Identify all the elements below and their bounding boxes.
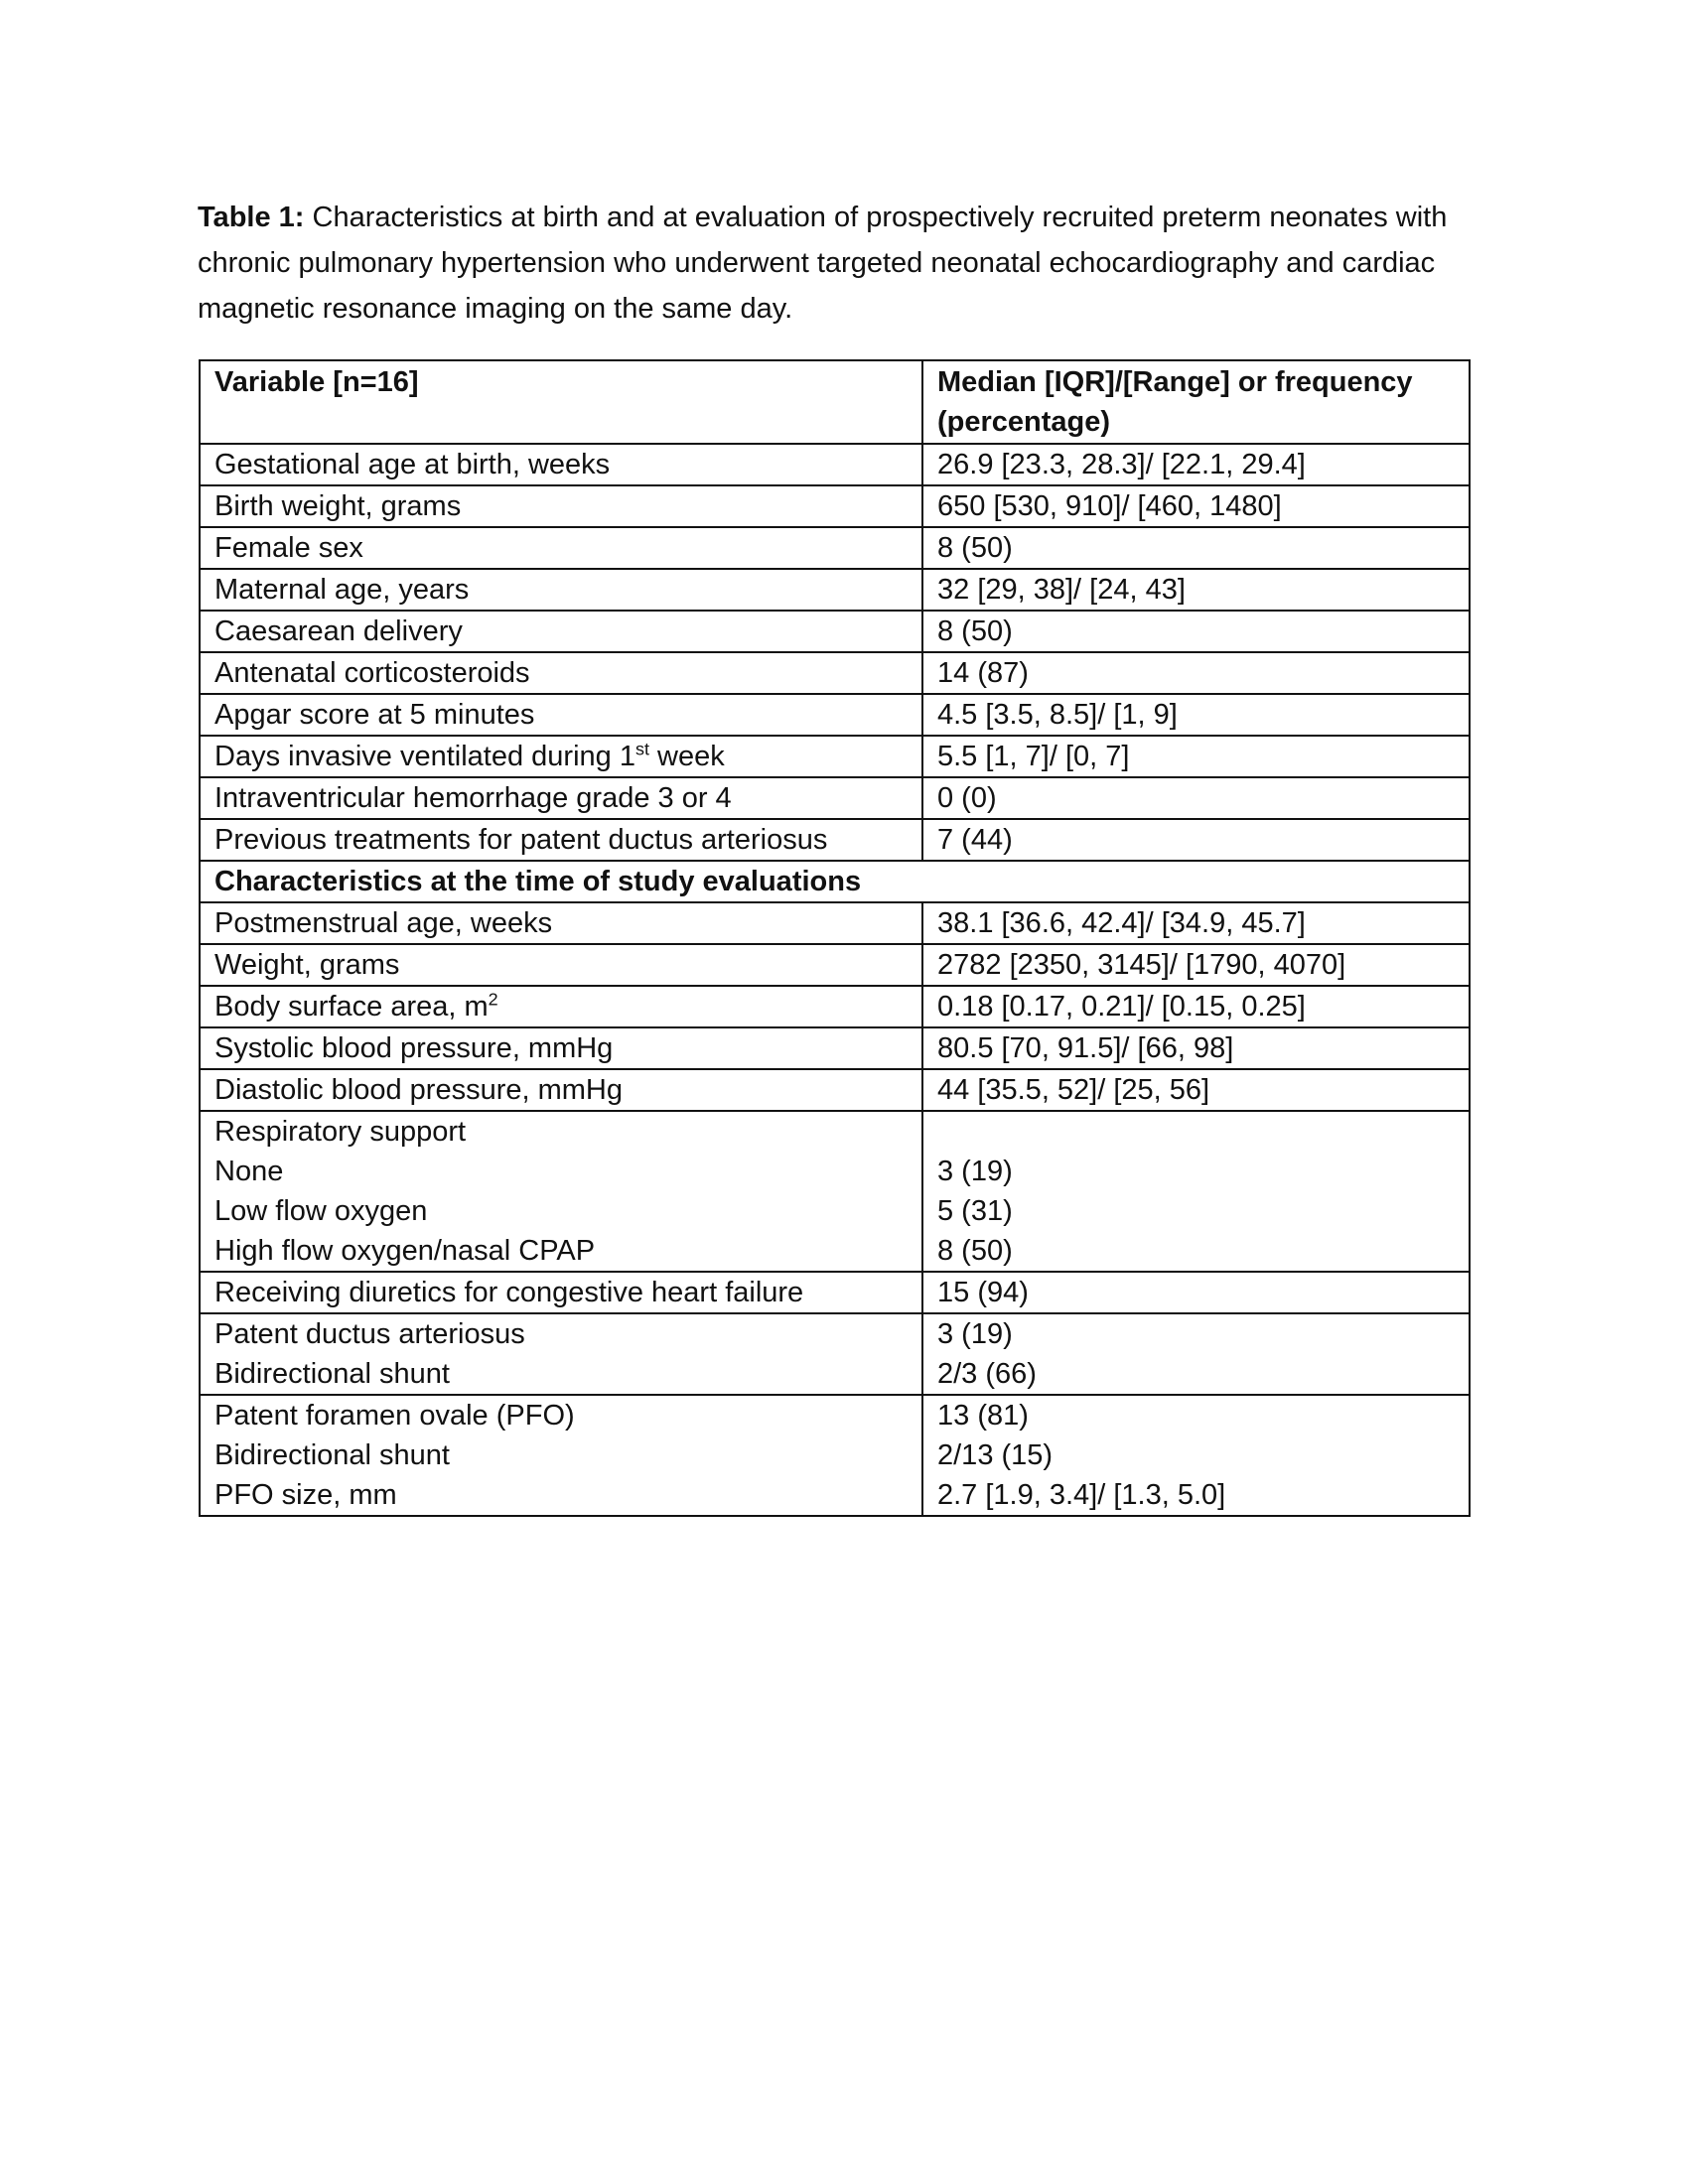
table-row — [200, 902, 1470, 944]
row-value-line: 2/13 (15) — [937, 1439, 1054, 1471]
section-row — [200, 861, 1470, 902]
superscript: 2 — [488, 989, 498, 1010]
row-value: 26.9 [23.3, 28.3]/ [22.1, 29.4] — [922, 444, 1470, 485]
row-label — [200, 1313, 922, 1395]
row-label — [200, 736, 922, 777]
row-value: 7 (44) — [922, 819, 1470, 861]
row-label-line: Bidirectional shunt — [214, 1439, 450, 1471]
row-value-line: 3 (19) — [937, 1318, 1013, 1350]
row-value-line: 2/3 (66) — [937, 1358, 1037, 1390]
row-value: 2782 [2350, 3145]/ [1790, 4070] — [922, 944, 1470, 986]
section-title: Characteristics at the time of study evaluations — [200, 861, 1470, 902]
table-row — [200, 694, 1470, 736]
table-row-pda — [200, 1313, 1470, 1395]
row-label: Postmenstrual age, weeks — [200, 902, 922, 944]
row-label-line: Respiratory support — [214, 1116, 467, 1148]
row-value-line: 13 (81) — [937, 1400, 1029, 1432]
row-label: Diastolic blood pressure, mmHg — [200, 1069, 922, 1111]
row-value: 14 (87) — [922, 652, 1470, 694]
label-text: week — [648, 741, 725, 772]
caption-label: Table 1: — [198, 202, 305, 233]
row-label: Previous treatments for patent ductus arteriosus — [200, 819, 922, 861]
caption-text: Characteristics at birth and at evaluation of prospectively recruited preterm neonates with chronic pulmonary hypertension who underwent targeted neonatal echocardiography and cardiac magnetic resonance imaging on the same day. — [198, 202, 1448, 325]
row-label: Caesarean delivery — [200, 611, 922, 652]
row-label: Receiving diuretics for congestive heart failure — [200, 1272, 922, 1313]
row-value-line: 8 (50) — [937, 1235, 1013, 1267]
row-label-line: Patent foramen ovale (PFO) — [214, 1400, 575, 1432]
row-value: 0.18 [0.17, 0.21]/ [0.15, 0.25] — [922, 986, 1470, 1027]
table-row — [200, 944, 1470, 986]
row-label — [200, 986, 922, 1027]
header-row — [200, 360, 1470, 444]
table-row — [200, 1272, 1470, 1313]
row-value: 32 [29, 38]/ [24, 43] — [922, 569, 1470, 611]
label-text: Body surface area, m — [214, 991, 489, 1023]
table-row — [200, 986, 1470, 1027]
row-value: 80.5 [70, 91.5]/ [66, 98] — [922, 1027, 1470, 1069]
row-label-line: Bidirectional shunt — [214, 1358, 450, 1390]
characteristics-table — [199, 359, 1471, 1517]
table-row-pfo — [200, 1395, 1470, 1516]
superscript: st — [634, 739, 649, 759]
row-value — [922, 1395, 1470, 1516]
row-value: 5.5 [1, 7]/ [0, 7] — [922, 736, 1470, 777]
row-value: 8 (50) — [922, 611, 1470, 652]
row-label: Systolic blood pressure, mmHg — [200, 1027, 922, 1069]
table-row — [200, 652, 1470, 694]
row-value-line: 2.7 [1.9, 3.4]/ [1.3, 5.0] — [937, 1479, 1226, 1511]
table-row — [200, 527, 1470, 569]
row-label: Apgar score at 5 minutes — [200, 694, 922, 736]
row-label-line: High flow oxygen/nasal CPAP — [214, 1235, 596, 1267]
row-label: Gestational age at birth, weeks — [200, 444, 922, 485]
row-label-line: None — [214, 1156, 284, 1187]
row-value: 4.5 [3.5, 8.5]/ [1, 9] — [922, 694, 1470, 736]
table-row — [200, 611, 1470, 652]
table-row — [200, 485, 1470, 527]
row-label: Birth weight, grams — [200, 485, 922, 527]
row-value — [922, 1111, 1470, 1272]
row-label: Maternal age, years — [200, 569, 922, 611]
row-label-line: PFO size, mm — [214, 1479, 397, 1511]
row-value — [922, 1313, 1470, 1395]
row-label-line: Patent ductus arteriosus — [214, 1318, 525, 1350]
table-row — [200, 444, 1470, 485]
table-row — [200, 736, 1470, 777]
row-label: Antenatal corticosteroids — [200, 652, 922, 694]
row-label: Female sex — [200, 527, 922, 569]
row-value: 650 [530, 910]/ [460, 1480] — [922, 485, 1470, 527]
row-value-line — [937, 1112, 1455, 1152]
row-value: 0 (0) — [922, 777, 1470, 819]
table-row — [200, 819, 1470, 861]
row-value: 15 (94) — [922, 1272, 1470, 1313]
table-row — [200, 777, 1470, 819]
table-row — [200, 1027, 1470, 1069]
row-label-line: Low flow oxygen — [214, 1195, 428, 1227]
header-value: Median [IQR]/[Range] or frequency (percentage) — [922, 360, 1470, 444]
row-value: 8 (50) — [922, 527, 1470, 569]
table-row-respiratory — [200, 1111, 1470, 1272]
row-label — [200, 1395, 922, 1516]
row-value: 44 [35.5, 52]/ [25, 56] — [922, 1069, 1470, 1111]
table-caption — [198, 195, 1488, 332]
row-label — [200, 1111, 922, 1272]
row-value-line: 5 (31) — [937, 1195, 1013, 1227]
label-text: Days invasive ventilated during 1 — [214, 741, 635, 772]
row-label: Weight, grams — [200, 944, 922, 986]
row-value: 38.1 [36.6, 42.4]/ [34.9, 45.7] — [922, 902, 1470, 944]
row-label: Intraventricular hemorrhage grade 3 or 4 — [200, 777, 922, 819]
table-row — [200, 569, 1470, 611]
row-value-line: 3 (19) — [937, 1156, 1013, 1187]
table-row — [200, 1069, 1470, 1111]
header-variable: Variable [n=16] — [200, 360, 922, 444]
